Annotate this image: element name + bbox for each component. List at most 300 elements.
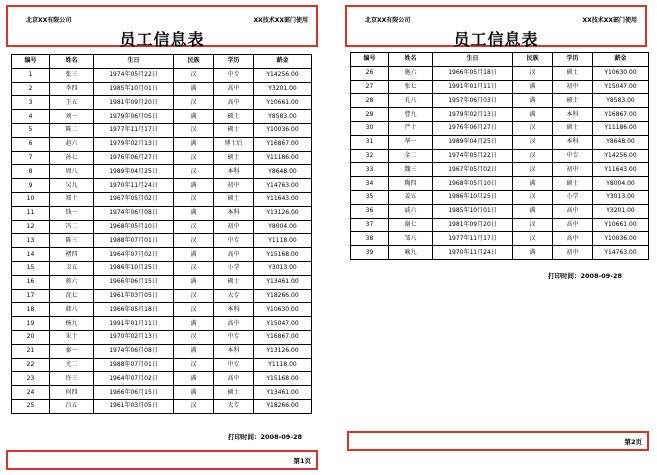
cell-name: 陈二: [50, 123, 94, 137]
cell-ethnicity: 满: [174, 372, 214, 386]
cell-birthday: 1977年11月17日: [94, 123, 174, 137]
cell-id: 18: [12, 303, 50, 317]
cell-name: 谢七: [389, 218, 433, 232]
cell-education: 硕士: [214, 123, 254, 137]
cell-ethnicity: 汉: [174, 165, 214, 179]
page-number: 第1页: [293, 457, 311, 465]
cell-name: 喻九: [389, 246, 433, 260]
cell-id: 15: [12, 261, 50, 275]
cell-id: 19: [12, 317, 50, 331]
cell-name: 华一: [389, 135, 433, 149]
cell-name: 孔八: [389, 94, 433, 108]
table-row: [351, 218, 649, 232]
cell-id: 9: [12, 179, 50, 193]
cell-education: 硕士: [214, 386, 254, 400]
cell-salary: Y3201.00: [593, 204, 649, 218]
cell-birthday: 1991年01月11日: [433, 80, 513, 94]
cell-id: 17: [12, 289, 50, 303]
table-row: [12, 344, 312, 358]
cell-ethnicity: 满: [174, 110, 214, 124]
cell-salary: Y8004.00: [593, 177, 649, 191]
cell-salary: Y10036.00: [254, 123, 312, 137]
cell-birthday: 1964年07月02日: [94, 372, 174, 386]
col-ethnicity-header: 民族: [513, 53, 553, 67]
cell-birthday: 1974年05月22日: [94, 68, 174, 82]
cell-education: 中专: [214, 234, 254, 248]
cell-id: 23: [12, 372, 50, 386]
col-name-header: 姓名: [50, 55, 94, 69]
cell-salary: Y1118.00: [254, 234, 312, 248]
cell-salary: Y18266.00: [254, 289, 312, 303]
cell-name: 李四: [50, 82, 94, 96]
cell-ethnicity: 汉: [513, 190, 553, 204]
cell-ethnicity: 汉: [513, 232, 553, 246]
cell-salary: Y11186.00: [593, 121, 649, 135]
table-row: [12, 303, 312, 317]
cell-name: 冯二: [50, 220, 94, 234]
cell-education: 硕士: [214, 192, 254, 206]
cell-ethnicity: 汉: [174, 358, 214, 372]
cell-education: 硕士: [553, 66, 593, 80]
cell-ethnicity: 汉: [513, 66, 553, 80]
cell-salary: Y13461.00: [254, 386, 312, 400]
cell-birthday: 1989年04月25日: [94, 165, 174, 179]
cell-birthday: 1966年05月18日: [94, 303, 174, 317]
cell-salary: Y10630.00: [593, 66, 649, 80]
cell-birthday: 1977年11月17日: [433, 232, 513, 246]
page-footer: [6, 450, 318, 470]
cell-salary: Y13126.00: [254, 344, 312, 358]
cell-education: 初中: [553, 163, 593, 177]
table-row: [12, 123, 312, 137]
cell-id: 29: [351, 108, 389, 122]
cell-name: 金二: [389, 149, 433, 163]
cell-birthday: 1985年10月01日: [94, 82, 174, 96]
table-row: [12, 275, 312, 289]
cell-id: 25: [12, 399, 50, 413]
company-name: 北京XX有限公司: [365, 17, 411, 24]
table-row: [351, 163, 649, 177]
cell-ethnicity: 汉: [174, 303, 214, 317]
cell-ethnicity: 满: [174, 82, 214, 96]
cell-ethnicity: 满: [513, 94, 553, 108]
cell-name: 王五: [50, 96, 94, 110]
cell-ethnicity: 汉: [174, 234, 214, 248]
report-title: 员工信息表: [119, 30, 205, 49]
report-title: 员工信息表: [453, 30, 539, 49]
cell-birthday: 1974年06月08日: [94, 344, 174, 358]
cell-birthday: 1957年06月03日: [433, 94, 513, 108]
cell-birthday: 1979年06月05日: [94, 110, 174, 124]
cell-salary: Y10036.00: [593, 232, 649, 246]
col-ethnicity-header: 民族: [174, 55, 214, 69]
cell-salary: Y13461.00: [254, 275, 312, 289]
table-row: [12, 317, 312, 331]
cell-education: 本科: [214, 206, 254, 220]
cell-name: 朱十: [50, 330, 94, 344]
cell-education: 本科: [553, 108, 593, 122]
cell-id: 28: [351, 94, 389, 108]
cell-education: 初中: [553, 246, 593, 260]
table-row: [351, 66, 649, 80]
cell-salary: Y16867.00: [593, 108, 649, 122]
cell-id: 4: [12, 110, 50, 124]
print-date: 2008-09-28: [580, 272, 623, 280]
cell-name: 陈三: [50, 234, 94, 248]
cell-id: 38: [351, 232, 389, 246]
cell-education: 高中: [553, 204, 593, 218]
print-time: [228, 432, 302, 441]
cell-salary: Y14256.00: [254, 68, 312, 82]
table-row: [12, 192, 312, 206]
table-row: [12, 220, 312, 234]
cell-ethnicity: 汉: [513, 218, 553, 232]
cell-id: 36: [351, 204, 389, 218]
cell-id: 11: [12, 206, 50, 220]
cell-salary: Y3013.00: [593, 190, 649, 204]
cell-ethnicity: 汉: [174, 96, 214, 110]
page-number: 第2页: [624, 438, 642, 446]
col-name-header: 姓名: [389, 53, 433, 67]
cell-salary: Y15047.00: [593, 80, 649, 94]
cell-name: 施六: [389, 66, 433, 80]
print-time-label: 打印时间：: [548, 272, 581, 280]
table-row: [12, 372, 312, 386]
cell-ethnicity: 汉: [174, 289, 214, 303]
cell-salary: Y15168.00: [254, 248, 312, 262]
cell-ethnicity: 满: [174, 275, 214, 289]
cell-birthday: 1981年09月20日: [433, 218, 513, 232]
cell-id: 27: [351, 80, 389, 94]
table-row: [12, 179, 312, 193]
cell-education: 初中: [553, 80, 593, 94]
cell-name: 陶四: [389, 177, 433, 191]
table-row: [12, 68, 312, 82]
cell-name: 褚四: [50, 248, 94, 262]
cell-birthday: 1966年06月15日: [94, 386, 174, 400]
cell-salary: Y10630.00: [254, 303, 312, 317]
cell-id: 22: [12, 358, 50, 372]
cell-name: 沈七: [50, 289, 94, 303]
table-row: [12, 206, 312, 220]
cell-education: 大专: [214, 289, 254, 303]
table-body: [351, 66, 649, 259]
cell-ethnicity: 满: [513, 204, 553, 218]
cell-name: 郑十: [50, 192, 94, 206]
cell-ethnicity: 汉: [513, 163, 553, 177]
cell-education: 硕士: [214, 110, 254, 124]
cell-birthday: 1976年06月27日: [433, 121, 513, 135]
cell-id: 1: [12, 68, 50, 82]
cell-education: 中专: [214, 330, 254, 344]
col-salary-header: 薪金: [593, 53, 649, 67]
page-header: [6, 5, 318, 47]
department-note: XX技术XX部门使用: [582, 17, 637, 24]
cell-education: 高中: [214, 317, 254, 331]
cell-education: 高中: [553, 232, 593, 246]
cell-salary: Y10661.00: [254, 96, 312, 110]
cell-salary: Y13126.00: [254, 206, 312, 220]
table-row: [12, 399, 312, 413]
table-row: [12, 165, 312, 179]
cell-salary: Y14763.00: [593, 246, 649, 260]
cell-education: 本科: [214, 165, 254, 179]
cell-ethnicity: 汉: [174, 123, 214, 137]
cell-birthday: 1970年11月24日: [433, 246, 513, 260]
cell-education: 高中: [214, 248, 254, 262]
cell-ethnicity: 汉: [174, 261, 214, 275]
table-row: [12, 110, 312, 124]
cell-birthday: 1989年04月25日: [433, 135, 513, 149]
cell-birthday: 1967年05月02日: [433, 163, 513, 177]
cell-education: 硕士: [553, 177, 593, 191]
col-education-header: 学历: [214, 55, 254, 69]
col-birthday-header: 生日: [94, 55, 174, 69]
table-row: [12, 234, 312, 248]
cell-id: 16: [12, 275, 50, 289]
cell-ethnicity: 汉: [513, 149, 553, 163]
cell-name: 曹九: [389, 108, 433, 122]
cell-id: 3: [12, 96, 50, 110]
table-row: [12, 330, 312, 344]
cell-salary: Y3201.00: [254, 82, 312, 96]
cell-salary: Y8583.00: [593, 94, 649, 108]
cell-name: 张三: [50, 68, 94, 82]
cell-birthday: 1961年03月05日: [94, 289, 174, 303]
cell-salary: Y8583.00: [254, 110, 312, 124]
cell-name: 魏三: [389, 163, 433, 177]
cell-education: 博士后: [214, 137, 254, 151]
cell-birthday: 1985年10月01日: [433, 204, 513, 218]
table-row: [12, 137, 312, 151]
cell-name: 钱一: [50, 206, 94, 220]
cell-ethnicity: 满: [513, 108, 553, 122]
cell-ethnicity: 汉: [174, 192, 214, 206]
cell-name: 杨九: [50, 317, 94, 331]
table-row: [351, 108, 649, 122]
cell-salary: Y15168.00: [254, 372, 312, 386]
cell-salary: Y14763.00: [254, 179, 312, 193]
cell-birthday: 1981年09月20日: [94, 96, 174, 110]
cell-ethnicity: 满: [174, 248, 214, 262]
cell-name: 周八: [50, 165, 94, 179]
table-row: [351, 246, 649, 260]
page-header: [345, 5, 647, 47]
cell-birthday: 1966年05月18日: [433, 66, 513, 80]
cell-salary: Y16867.00: [254, 137, 312, 151]
cell-id: 13: [12, 234, 50, 248]
company-name: 北京XX有限公司: [26, 17, 72, 24]
cell-name: 戚六: [389, 204, 433, 218]
print-date: 2008-09-28: [260, 433, 303, 441]
cell-birthday: 1976年06月27日: [94, 151, 174, 165]
cell-education: 初中: [214, 220, 254, 234]
cell-birthday: 1988年07月01日: [94, 234, 174, 248]
table-row: [12, 248, 312, 262]
cell-ethnicity: 满: [513, 177, 553, 191]
cell-id: 21: [12, 344, 50, 358]
report-page-2: [345, 3, 651, 469]
cell-birthday: 1991年01月11日: [94, 317, 174, 331]
cell-education: 大专: [214, 399, 254, 413]
table-row: [351, 80, 649, 94]
cell-birthday: 1986年10月25日: [94, 261, 174, 275]
cell-id: 30: [351, 121, 389, 135]
cell-id: 7: [12, 151, 50, 165]
cell-education: 硕士: [553, 121, 593, 135]
cell-ethnicity: 满: [174, 344, 214, 358]
cell-salary: Y15047.00: [254, 317, 312, 331]
cell-name: 秦一: [50, 344, 94, 358]
col-id-header: 编号: [12, 55, 50, 69]
table-header-row: [351, 53, 649, 67]
cell-id: 34: [351, 177, 389, 191]
print-time-label: 打印时间：: [228, 433, 261, 441]
cell-ethnicity: 汉: [174, 68, 214, 82]
cell-name: 赵六: [50, 137, 94, 151]
table-row: [351, 232, 649, 246]
cell-education: 高中: [214, 96, 254, 110]
cell-id: 39: [351, 246, 389, 260]
table-body: [12, 68, 312, 413]
table-row: [351, 121, 649, 135]
cell-ethnicity: 满: [174, 386, 214, 400]
cell-salary: Y11643.00: [254, 192, 312, 206]
cell-salary: Y8648.00: [593, 135, 649, 149]
report-page-1: [6, 3, 324, 469]
cell-birthday: 1968年05月10日: [433, 177, 513, 191]
cell-id: 10: [12, 192, 50, 206]
cell-name: 尤二: [50, 358, 94, 372]
table-row: [12, 289, 312, 303]
cell-birthday: 1988年07月01日: [94, 358, 174, 372]
page-footer: [347, 431, 649, 451]
cell-salary: Y8004.00: [254, 220, 312, 234]
cell-education: 本科: [214, 344, 254, 358]
table-row: [351, 149, 649, 163]
cell-salary: Y11186.00: [254, 151, 312, 165]
cell-birthday: 1970年11月24日: [94, 179, 174, 193]
cell-id: 32: [351, 149, 389, 163]
cell-name: 吴九: [50, 179, 94, 193]
table-row: [351, 177, 649, 191]
col-id-header: 编号: [351, 53, 389, 67]
table-row: [12, 151, 312, 165]
cell-id: 20: [12, 330, 50, 344]
cell-education: 初中: [214, 179, 254, 193]
cell-id: 5: [12, 123, 50, 137]
cell-id: 6: [12, 137, 50, 151]
cell-education: 高中: [553, 218, 593, 232]
cell-education: 硕士: [214, 151, 254, 165]
cell-birthday: 1970年02月13日: [94, 330, 174, 344]
cell-birthday: 1968年05月10日: [94, 220, 174, 234]
cell-ethnicity: 汉: [174, 220, 214, 234]
cell-salary: Y16867.00: [254, 330, 312, 344]
table-row: [351, 94, 649, 108]
col-education-header: 学历: [553, 53, 593, 67]
cell-salary: Y10661.00: [593, 218, 649, 232]
cell-name: 卫五: [50, 261, 94, 275]
cell-name: 张七: [389, 80, 433, 94]
cell-birthday: 1974年05月22日: [433, 149, 513, 163]
cell-ethnicity: 汉: [174, 399, 214, 413]
cell-ethnicity: 汉: [174, 330, 214, 344]
cell-salary: Y14256.00: [593, 149, 649, 163]
cell-id: 37: [351, 218, 389, 232]
cell-ethnicity: 满: [513, 246, 553, 260]
cell-birthday: 1961年03月05日: [94, 399, 174, 413]
cell-birthday: 1964年07月02日: [94, 248, 174, 262]
cell-birthday: 1967年05月02日: [94, 192, 174, 206]
cell-id: 24: [12, 386, 50, 400]
cell-name: 刘一: [50, 110, 94, 124]
cell-ethnicity: 汉: [174, 151, 214, 165]
cell-name: 邹八: [389, 232, 433, 246]
cell-id: 8: [12, 165, 50, 179]
cell-ethnicity: 汉: [513, 135, 553, 149]
cell-name: 许三: [50, 372, 94, 386]
cell-education: 本科: [553, 135, 593, 149]
cell-name: 姜五: [389, 190, 433, 204]
cell-salary: Y3013.00: [254, 261, 312, 275]
cell-education: 高中: [214, 372, 254, 386]
cell-id: 31: [351, 135, 389, 149]
cell-education: 小学: [214, 261, 254, 275]
table-header-row: [12, 55, 312, 69]
cell-id: 12: [12, 220, 50, 234]
cell-education: 中专: [553, 149, 593, 163]
cell-education: 高中: [214, 82, 254, 96]
cell-education: 小学: [553, 190, 593, 204]
cell-name: 吕五: [50, 399, 94, 413]
cell-id: 2: [12, 82, 50, 96]
employee-table: [350, 52, 649, 260]
cell-birthday: 1986年10月25日: [433, 190, 513, 204]
cell-id: 26: [351, 66, 389, 80]
cell-salary: Y1118.00: [254, 358, 312, 372]
cell-id: 14: [12, 248, 50, 262]
cell-name: 韩八: [50, 303, 94, 317]
cell-education: 中专: [214, 68, 254, 82]
cell-birthday: 1979年02月13日: [433, 108, 513, 122]
cell-ethnicity: 满: [513, 80, 553, 94]
table-row: [12, 261, 312, 275]
cell-name: 蒋六: [50, 275, 94, 289]
cell-birthday: 1974年06月08日: [94, 206, 174, 220]
cell-name: 何四: [50, 386, 94, 400]
department-note: XX技术XX部门使用: [253, 17, 308, 24]
table-row: [12, 358, 312, 372]
cell-education: 中专: [214, 358, 254, 372]
cell-ethnicity: 满: [174, 137, 214, 151]
cell-salary: Y11643.00: [593, 163, 649, 177]
cell-id: 35: [351, 190, 389, 204]
cell-salary: Y8648.00: [254, 165, 312, 179]
cell-id: 33: [351, 163, 389, 177]
cell-education: 硕士: [553, 94, 593, 108]
cell-ethnicity: 满: [174, 317, 214, 331]
table-row: [351, 135, 649, 149]
cell-ethnicity: 满: [174, 179, 214, 193]
table-row: [12, 82, 312, 96]
cell-education: 硕士: [214, 275, 254, 289]
cell-name: 严十: [389, 121, 433, 135]
table-row: [351, 204, 649, 218]
cell-education: 本科: [214, 303, 254, 317]
cell-ethnicity: 满: [174, 206, 214, 220]
cell-salary: Y18266.00: [254, 399, 312, 413]
